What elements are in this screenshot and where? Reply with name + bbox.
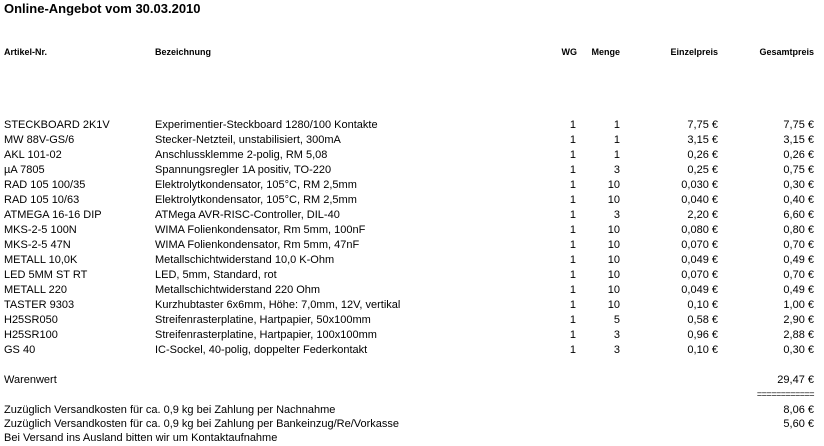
bezeichnung-cell: Metallschichtwiderstand 10,0 K-Ohm xyxy=(155,254,335,266)
menge-cell: 3 xyxy=(613,344,620,356)
header-gesamtpreis: Gesamtpreis xyxy=(759,47,814,57)
einzelpreis-cell: 0,26 € xyxy=(687,149,718,161)
table-row xyxy=(0,193,824,208)
warenwert-label: Warenwert xyxy=(4,374,57,386)
menge-cell: 10 xyxy=(607,194,620,206)
header-bezeichnung: Bezeichnung xyxy=(155,47,212,57)
warenwert-value: 29,47 € xyxy=(777,374,814,386)
gesamtpreis-cell: 7,75 € xyxy=(783,119,814,131)
gesamtpreis-cell: 0,49 € xyxy=(783,284,814,296)
einzelpreis-cell: 0,58 € xyxy=(687,314,718,326)
menge-cell: 10 xyxy=(607,179,620,191)
artikel-cell: RAD 105 100/35 xyxy=(4,179,86,191)
einzelpreis-cell: 0,070 € xyxy=(681,239,718,251)
wg-cell: 1 xyxy=(569,119,576,131)
bezeichnung-cell: ATMega AVR-RISC-Controller, DIL-40 xyxy=(155,209,340,221)
bezeichnung-cell: Metallschichtwiderstand 220 Ohm xyxy=(155,284,321,296)
artikel-cell: AKL 101-02 xyxy=(4,149,62,161)
artikel-cell: MKS-2-5 100N xyxy=(4,224,77,236)
einzelpreis-cell: 3,15 € xyxy=(687,134,718,146)
artikel-cell: GS 40 xyxy=(4,344,36,356)
wg-cell: 1 xyxy=(569,209,576,221)
artikel-cell: H25SR100 xyxy=(4,329,58,341)
wg-cell: 1 xyxy=(569,164,576,176)
table-row xyxy=(0,163,824,178)
gesamtpreis-cell: 0,80 € xyxy=(783,224,814,236)
gesamtpreis-cell: 0,49 € xyxy=(783,254,814,266)
table-row xyxy=(0,208,824,223)
table-row xyxy=(0,328,824,343)
bezeichnung-cell: Experimentier-Steckboard 1280/100 Kontakte xyxy=(155,119,378,131)
menge-cell: 1 xyxy=(613,119,620,131)
artikel-cell: µA 7805 xyxy=(4,164,45,176)
einzelpreis-cell: 0,25 € xyxy=(687,164,718,176)
table-row xyxy=(0,223,824,238)
menge-cell: 3 xyxy=(613,164,620,176)
einzelpreis-cell: 2,20 € xyxy=(687,209,718,221)
gesamtpreis-cell: 0,30 € xyxy=(783,179,814,191)
bezeichnung-cell: LED, 5mm, Standard, rot xyxy=(155,269,277,281)
gesamtpreis-cell: 1,00 € xyxy=(783,299,814,311)
page-title: Online-Angebot vom 30.03.2010 xyxy=(4,1,201,16)
table-row xyxy=(0,343,824,358)
gesamtpreis-cell: 2,90 € xyxy=(783,314,814,326)
artikel-cell: MW 88V-GS/6 xyxy=(4,134,75,146)
bezeichnung-cell: Elektrolytkondensator, 105°C, RM 2,5mm xyxy=(155,179,357,191)
versand-bank-label: Zuzüglich Versandkosten für ca. 0,9 kg bei Zahlung per Bankeinzug/Re/Vorkasse xyxy=(4,418,400,430)
bezeichnung-cell: WIMA Folienkondensator, Rm 5mm, 100nF xyxy=(155,224,366,236)
bezeichnung-cell: Spannungsregler 1A positiv, TO-220 xyxy=(155,164,332,176)
warenwert-line xyxy=(0,373,824,388)
artikel-cell: ATMEGA 16-16 DIP xyxy=(4,209,102,221)
einzelpreis-cell: 0,96 € xyxy=(687,329,718,341)
bezeichnung-cell: Elektrolytkondensator, 105°C, RM 2,5mm xyxy=(155,194,357,206)
table-row xyxy=(0,178,824,193)
table-row xyxy=(0,313,824,328)
bezeichnung-cell: Kurzhubtaster 6x6mm, Höhe: 7,0mm, 12V, vertikal xyxy=(155,299,401,311)
wg-cell: 1 xyxy=(569,149,576,161)
menge-cell: 10 xyxy=(607,284,620,296)
gesamtpreis-cell: 0,70 € xyxy=(783,239,814,251)
menge-cell: 10 xyxy=(607,299,620,311)
bezeichnung-cell: IC-Sockel, 40-polig, doppelter Federkontakt xyxy=(155,344,368,356)
table-row xyxy=(0,148,824,163)
column-header-row xyxy=(0,45,824,59)
bezeichnung-cell: Streifenrasterplatine, Hartpapier, 50x100mm xyxy=(155,314,371,326)
gesamtpreis-cell: 0,75 € xyxy=(783,164,814,176)
artikel-cell: TASTER 9303 xyxy=(4,299,75,311)
gesamtpreis-cell: 2,88 € xyxy=(783,329,814,341)
artikel-cell: METALL 220 xyxy=(4,284,67,296)
bezeichnung-cell: Streifenrasterplatine, Hartpapier, 100x100mm xyxy=(155,329,377,341)
gesamtpreis-cell: 0,70 € xyxy=(783,269,814,281)
wg-cell: 1 xyxy=(569,344,576,356)
wg-cell: 1 xyxy=(569,314,576,326)
wg-cell: 1 xyxy=(569,179,576,191)
item-table xyxy=(0,118,824,358)
menge-cell: 10 xyxy=(607,239,620,251)
wg-cell: 1 xyxy=(569,269,576,281)
total-separator: ============ xyxy=(756,389,814,399)
einzelpreis-cell: 0,10 € xyxy=(687,344,718,356)
artikel-cell: H25SR050 xyxy=(4,314,58,326)
versand-bank-value: 5,60 € xyxy=(783,418,814,430)
versand-nachnahme-line xyxy=(0,403,824,418)
artikel-cell: LED 5MM ST RT xyxy=(4,269,88,281)
header-menge: Menge xyxy=(591,47,620,57)
menge-cell: 1 xyxy=(613,134,620,146)
artikel-cell: METALL 10,0K xyxy=(4,254,78,266)
ausland-note: Bei Versand ins Ausland bitten wir um Kontaktaufnahme xyxy=(4,432,278,444)
wg-cell: 1 xyxy=(569,299,576,311)
einzelpreis-cell: 0,030 € xyxy=(681,179,718,191)
header-einzelpreis: Einzelpreis xyxy=(670,47,718,57)
einzelpreis-cell: 0,10 € xyxy=(687,299,718,311)
table-row xyxy=(0,118,824,133)
wg-cell: 1 xyxy=(569,194,576,206)
gesamtpreis-cell: 6,60 € xyxy=(783,209,814,221)
ausland-note-line xyxy=(0,431,824,446)
menge-cell: 3 xyxy=(613,209,620,221)
menge-cell: 10 xyxy=(607,269,620,281)
einzelpreis-cell: 7,75 € xyxy=(687,119,718,131)
wg-cell: 1 xyxy=(569,224,576,236)
table-row xyxy=(0,253,824,268)
artikel-cell: STECKBOARD 2K1V xyxy=(4,119,110,131)
menge-cell: 10 xyxy=(607,254,620,266)
artikel-cell: RAD 105 10/63 xyxy=(4,194,80,206)
menge-cell: 3 xyxy=(613,329,620,341)
wg-cell: 1 xyxy=(569,254,576,266)
einzelpreis-cell: 0,049 € xyxy=(681,284,718,296)
header-wg: WG xyxy=(561,47,577,57)
versand-bank-line xyxy=(0,417,824,432)
gesamtpreis-cell: 0,40 € xyxy=(783,194,814,206)
table-row xyxy=(0,283,824,298)
menge-cell: 1 xyxy=(613,149,620,161)
table-row xyxy=(0,238,824,253)
gesamtpreis-cell: 0,30 € xyxy=(783,344,814,356)
artikel-cell: MKS-2-5 47N xyxy=(4,239,71,251)
gesamtpreis-cell: 3,15 € xyxy=(783,134,814,146)
table-row xyxy=(0,268,824,283)
versand-nachnahme-label: Zuzüglich Versandkosten für ca. 0,9 kg bei Zahlung per Nachnahme xyxy=(4,404,336,416)
wg-cell: 1 xyxy=(569,134,576,146)
versand-nachnahme-value: 8,06 € xyxy=(783,404,814,416)
bezeichnung-cell: Stecker-Netzteil, unstabilisiert, 300mA xyxy=(155,134,341,146)
wg-cell: 1 xyxy=(569,239,576,251)
wg-cell: 1 xyxy=(569,284,576,296)
einzelpreis-cell: 0,080 € xyxy=(681,224,718,236)
table-row xyxy=(0,133,824,148)
einzelpreis-cell: 0,070 € xyxy=(681,269,718,281)
table-row xyxy=(0,298,824,313)
bezeichnung-cell: WIMA Folienkondensator, Rm 5mm, 47nF xyxy=(155,239,360,251)
wg-cell: 1 xyxy=(569,329,576,341)
menge-cell: 10 xyxy=(607,224,620,236)
einzelpreis-cell: 0,049 € xyxy=(681,254,718,266)
einzelpreis-cell: 0,040 € xyxy=(681,194,718,206)
gesamtpreis-cell: 0,26 € xyxy=(783,149,814,161)
bezeichnung-cell: Anschlussklemme 2-polig, RM 5,08 xyxy=(155,149,328,161)
menge-cell: 5 xyxy=(613,314,620,326)
header-artikel: Artikel-Nr. xyxy=(4,47,48,57)
